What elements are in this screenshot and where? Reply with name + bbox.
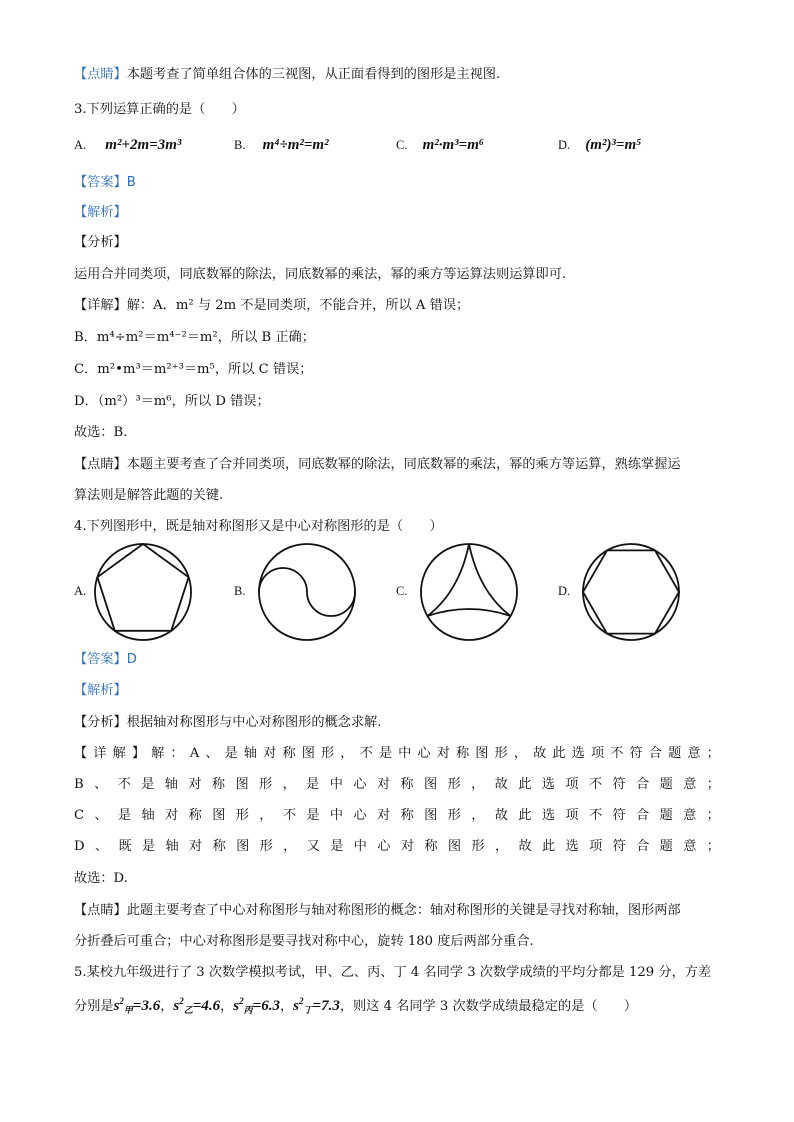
xiangjie-char: ；	[706, 839, 720, 854]
xiangjie-char: 详	[93, 746, 107, 761]
xiangjie-char: 选	[541, 808, 556, 823]
xiangjie-char: 、	[94, 777, 108, 792]
q3-xiangjie-b: B．m⁴÷m²＝m⁴⁻²＝m²，所以 B 正确；	[74, 330, 315, 345]
dianjing-text: 本题主要考查了合并同类项，同底数幂的除法，同底数幂的乘法，幂的乘方等运算，熟练掌握运	[126, 457, 681, 472]
xiangjie-char: 图	[212, 808, 226, 823]
xiangjie-char: 故	[518, 839, 532, 854]
q5-stem-1: 5.某校九年级进行了 3 次数学模拟考试，甲、乙、丙、丁 4 名同学 3 次数学成绩的平均分都是 129 分，方差	[74, 965, 712, 980]
q4-xiangjie-row-2	[74, 776, 720, 793]
xiangjie-char: 故	[494, 808, 508, 823]
xiangjie-char: 合	[648, 746, 662, 761]
answer-value: B	[126, 175, 136, 190]
dianjing-tag: 【点睛】	[74, 903, 127, 918]
fenxi-text: 根据轴对称图形与中心对称图形的概念求解.	[126, 715, 382, 730]
xiangjie-char: B	[74, 777, 84, 792]
xiangjie-char: 是	[141, 777, 155, 792]
variance-value: 7.3	[321, 998, 340, 1014]
xiangjie-char: 选	[565, 839, 579, 854]
xiangjie-char: 称	[211, 777, 226, 792]
option-letter: C.	[396, 138, 408, 152]
xiangjie-char: 形	[447, 777, 461, 792]
answer-tag: 【答案】	[74, 652, 127, 667]
xiangjie-char: 符	[629, 746, 643, 761]
xiangjie-char: 形	[447, 808, 461, 823]
xiangjie-char: A	[189, 746, 200, 761]
xiangjie-char: 项	[589, 839, 603, 854]
xiangjie-char: 意	[687, 746, 701, 761]
xiangjie-char: ；	[706, 746, 720, 761]
q3-option-a	[74, 137, 181, 154]
xiangjie-char: 此	[542, 839, 556, 854]
xiangjie-char: 轴	[165, 839, 179, 854]
xiangjie-char: 】	[131, 746, 146, 761]
xiangjie-char: 是	[378, 746, 393, 761]
option-expr: m⁴÷m²=m²	[262, 137, 329, 153]
xiangjie-char: 对	[189, 839, 203, 854]
q4-stem: 4.下列图形中，既是轴对称图形又是中心对称图形的是（ ）	[74, 519, 443, 534]
xiangjie-char: C	[74, 808, 85, 823]
xiangjie-text: 解：A．m² 与 2m 不是同类项，不能合并，所以 A 错误；	[126, 298, 470, 313]
variance-sub: 乙	[183, 1005, 193, 1015]
xiangjie-char: 轴	[141, 808, 155, 823]
xiangjie-char: 对	[165, 808, 179, 823]
q4-dianjing-2: 分折叠后可重合；中心对称图形是要寻找对称中心，旋转 180 度后两部分重合.	[74, 934, 534, 949]
dianjing-tag: 【点睛】	[74, 457, 127, 472]
xiangjie-char: 心	[353, 777, 367, 792]
xiangjie-char: 形	[259, 777, 273, 792]
xiangjie-char: 中	[353, 839, 367, 854]
q4-xiangjie-row-1	[74, 745, 720, 762]
xiangjie-char: 、	[94, 808, 108, 823]
xiangjie-char: 题	[659, 808, 673, 823]
xiangjie-char: 称	[400, 808, 414, 823]
xiangjie-char: 称	[212, 839, 226, 854]
q3-jiexi: 【解析】	[74, 205, 127, 220]
xiangjie-char: 、	[205, 746, 219, 761]
xiangjie-char: 既	[118, 839, 132, 854]
xiangjie-char: 符	[612, 839, 626, 854]
stem-suffix: ，则这 4 名同学 3 次数学成绩最稳定的是（ ）	[339, 999, 638, 1014]
variance-value: 4.6	[201, 998, 221, 1014]
xiangjie-char: 意	[683, 777, 697, 792]
xiangjie-char: ，	[282, 777, 296, 792]
xiangjie-char: 图	[236, 839, 250, 854]
q3-dianjing-1	[74, 456, 720, 473]
q4-fenxi-line	[74, 714, 720, 731]
xiangjie-char: 轴	[164, 777, 178, 792]
variance-bing: $s^2_丙=6.3$	[233, 996, 280, 1015]
xiangjie-char: 意	[683, 808, 697, 823]
q3-xiangjie-c: C．m²•m³＝m²⁺³＝m⁵，所以 C 错误；	[74, 362, 313, 377]
variance-value: 3.6	[141, 998, 161, 1014]
xiangjie-char: ，	[340, 746, 354, 761]
q3-option-d	[558, 137, 641, 154]
q3-dianjing-2: 算法则是解答此题的关键.	[74, 488, 224, 503]
q4-xiangjie-row-3	[74, 807, 720, 824]
q4-option-letter-a: A.	[74, 584, 87, 598]
yin-yang-curve-icon	[257, 542, 357, 642]
xiangjie-char: 合	[636, 808, 650, 823]
xiangjie-char: 【	[74, 746, 88, 761]
xiangjie-char: 心	[417, 746, 431, 761]
xiangjie-char: 对	[376, 777, 391, 792]
variance-yi: $s^2_乙=4.6$	[173, 996, 221, 1015]
reuleaux-triangle-icon	[419, 542, 519, 642]
q5-stem-2: 分别是$s^2_甲=3.6$，$s^2_乙=4.6$，$s^2_丙=6.3$，$s^2_丁=7.3$，则这 4 名同学 3 次数学成绩最稳定的是（ ）	[74, 996, 638, 1015]
option-expr: (m²)³=m⁵	[585, 137, 642, 153]
xiangjie-char: 项	[565, 808, 579, 823]
xiangjie-char: 形	[494, 746, 508, 761]
xiangjie-char: 图	[475, 746, 489, 761]
xiangjie-char: 称	[455, 746, 470, 761]
xiangjie-char: 项	[565, 777, 579, 792]
q4-answer-line	[74, 651, 720, 668]
xiangjie-char: 对	[400, 839, 415, 854]
q3-xiangjie-d: D．（m²）³＝m⁶，所以 D 错误；	[74, 394, 270, 409]
dianjing-text: 本题考查了简单组合体的三视图，从正面看得到的图形是主视图.	[126, 67, 501, 82]
q3-option-b	[234, 137, 329, 154]
xiangjie-char: 此	[518, 777, 532, 792]
hexagon-in-circle-icon	[581, 542, 681, 642]
xiangjie-char: 题	[659, 777, 673, 792]
fenxi-tag: 【分析】	[74, 715, 127, 730]
q3-xiangjie-a	[74, 297, 720, 314]
xiangjie-char: 是	[306, 808, 320, 823]
xiangjie-char: 中	[329, 808, 344, 823]
q4-option-letter-d: D.	[558, 584, 571, 598]
q3-fenxi-text: 运用合并同类项，同底数幂的除法，同底数幂的乘法，幂的乘方等运算法则运算即可.	[74, 267, 567, 282]
xiangjie-char: ，	[471, 777, 485, 792]
xiangjie-char: 此	[518, 808, 532, 823]
xiangjie-char: 中	[398, 746, 412, 761]
variance-value: 6.3	[261, 998, 280, 1014]
xiangjie-char: ：	[170, 746, 184, 761]
q2-dianjing-line	[74, 66, 720, 83]
option-letter: B.	[234, 138, 246, 152]
xiangjie-char: 轴	[243, 746, 258, 761]
dianjing-tag: 【点睛】	[74, 67, 127, 82]
stem-prefix: 分别是	[74, 999, 114, 1014]
xiangjie-char: 图	[423, 777, 438, 792]
q4-jiexi: 【解析】	[74, 683, 127, 698]
q4-option-letter-c: C.	[396, 584, 408, 598]
xiangjie-char: 对	[377, 808, 391, 823]
xiangjie-char: ，	[259, 808, 273, 823]
xiangjie-char: 不	[282, 808, 297, 823]
xiangjie-char: 选	[541, 777, 555, 792]
xiangjie-char: 称	[282, 746, 296, 761]
xiangjie-char: 是	[306, 777, 320, 792]
xiangjie-char: ，	[471, 808, 485, 823]
xiangjie-char: 心	[377, 839, 391, 854]
answer-tag: 【答案】	[74, 175, 127, 190]
xiangjie-char: 是	[224, 746, 238, 761]
xiangjie-char: 是	[330, 839, 344, 854]
xiangjie-char: 不	[117, 777, 131, 792]
xiangjie-char: 题	[668, 746, 682, 761]
xiangjie-char: 不	[588, 808, 603, 823]
xiangjie-char: 图	[447, 839, 462, 854]
option-expr: m²·m³=m⁶	[422, 137, 485, 153]
q4-option-letter-b: B.	[234, 584, 246, 598]
xiangjie-char: 不	[588, 777, 603, 792]
q4-dianjing-1	[74, 902, 720, 919]
q3-guxuan: 故选：B.	[74, 425, 128, 440]
q3-fenxi: 【分析】	[74, 235, 127, 250]
xiangjie-char: 中	[329, 777, 343, 792]
xiangjie-char: ；	[706, 777, 720, 792]
xiangjie-char: 图	[301, 746, 315, 761]
xiangjie-char: 符	[612, 808, 626, 823]
xiangjie-char: 心	[353, 808, 367, 823]
xiangjie-char: 对	[436, 746, 450, 761]
option-letter: D.	[558, 138, 571, 152]
q3-option-c	[396, 137, 484, 154]
xiangjie-char: 、	[94, 839, 109, 854]
xiangjie-char: 又	[306, 839, 320, 854]
xiangjie-char: 称	[188, 808, 202, 823]
xiangjie-char: 对	[188, 777, 202, 792]
xiangjie-char: 项	[590, 746, 605, 761]
xiangjie-char: 解	[151, 746, 165, 761]
dianjing-text: 此题主要考查了中心对称图形与轴对称图形的概念：轴对称图形的关键是寻找对称轴，图形两部	[126, 903, 681, 918]
variance-sub: 丁	[303, 1005, 313, 1015]
xiangjie-char: 图	[424, 808, 438, 823]
xiangjie-char: 题	[659, 839, 673, 854]
q4-xiangjie-row-4	[74, 838, 720, 855]
xiangjie-char: ，	[513, 746, 527, 761]
xiangjie-char: 是	[118, 808, 132, 823]
q4-guxuan: 故选：D.	[74, 871, 128, 886]
xiangjie-char: 是	[141, 839, 156, 854]
xiangjie-char: 合	[636, 839, 650, 854]
xiangjie-tag: 【详解】	[74, 298, 127, 313]
q3-stem: 3.下列运算正确的是（ ）	[74, 102, 245, 117]
xiangjie-char: ，	[494, 839, 509, 854]
xiangjie-char: 对	[263, 746, 277, 761]
xiangjie-char: 图	[235, 777, 249, 792]
xiangjie-char: 故	[494, 777, 508, 792]
xiangjie-char: 符	[612, 777, 626, 792]
xiangjie-char: 解	[112, 746, 126, 761]
pentagon-in-circle-icon	[93, 542, 193, 642]
xiangjie-char: 形	[235, 808, 249, 823]
variance-sub: 丙	[243, 1005, 253, 1015]
xiangjie-char: 形	[321, 746, 335, 761]
variance-jia: $s^2_甲=3.6$	[113, 996, 161, 1015]
xiangjie-char: 不	[359, 746, 373, 761]
q3-answer-line	[74, 174, 720, 191]
xiangjie-char: 故	[533, 746, 547, 761]
xiangjie-char: 不	[610, 746, 624, 761]
variance-ding: $s^2_丁=7.3$	[293, 996, 340, 1015]
xiangjie-char: 称	[424, 839, 438, 854]
xiangjie-char: 称	[400, 777, 414, 792]
answer-value: D	[126, 652, 137, 667]
xiangjie-char: 形	[471, 839, 485, 854]
xiangjie-char: D	[74, 839, 85, 854]
xiangjie-char: 选	[571, 746, 585, 761]
xiangjie-char: ；	[706, 808, 720, 823]
xiangjie-char: 此	[552, 746, 566, 761]
xiangjie-char: ，	[283, 839, 297, 854]
xiangjie-char: 合	[636, 777, 650, 792]
variance-sub: 甲	[123, 1005, 133, 1015]
option-letter: A.	[74, 138, 87, 152]
xiangjie-char: 意	[683, 839, 697, 854]
option-expr: m²+2m=3m³	[105, 137, 182, 153]
xiangjie-char: 形	[259, 839, 273, 854]
